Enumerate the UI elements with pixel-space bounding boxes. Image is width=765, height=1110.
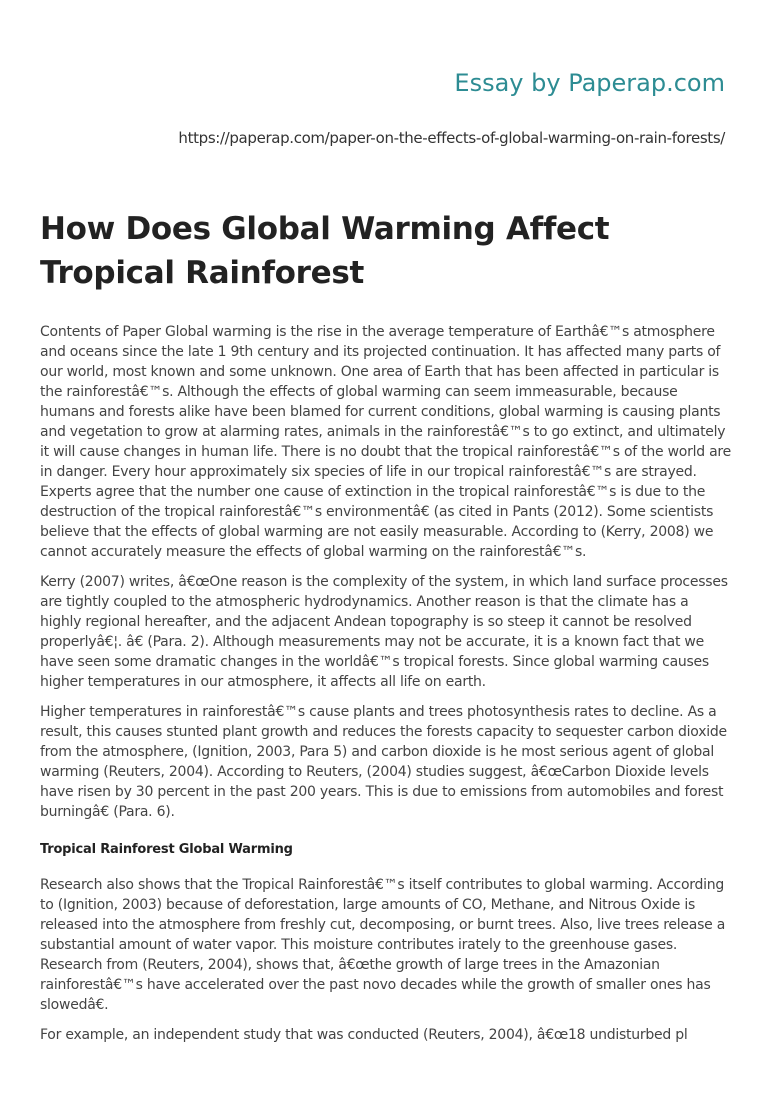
source-url[interactable]: https://paperap.com/paper-on-the-effects-of-global-warming-on-rain-forests/ [178,129,725,147]
essay-body [40,322,732,1055]
essay-paragraph-3: Higher temperatures in rainforestâ€™s cause plants and trees photosynthesis rates to decline. As a result, this causes stunted plant growth and reduces the forests capacity to sequester carbon dioxide from the atmosphere, (Ignition, 2003, Para 5) and carbon dioxide is he most serious agent of global warming (Reuters, 2004). According to Reuters, (2004) studies suggest, â€œCarbon Dioxide levels have risen by 30 percent in the past 200 years. This is due to emissions from automobiles and forest burningâ€ (Para. 6). [40,704,727,820]
essay-paragraph-5: For example, an independent study that was conducted (Reuters, 2004), â€œ18 undisturbed pl [40,1027,688,1043]
site-brand[interactable]: Essay by Paperap.com [454,69,725,97]
essay-paragraph-2: Kerry (2007) writes, â€œOne reason is the complexity of the system, in which land surface processes are tightly coupled to the atmospheric hydrodynamics. Another reason is that the climate has a highly regional hereafter, and the adjacent Andean topography is so steep it cannot be resolved properlyâ€¦. â€ (Para. 2). Although measurements may not be accurate, it is a known fact that we have seen some dramatic changes in the worldâ€™s tropical forests. Since global warming causes higher temperatures in our atmosphere, it affects all life on earth. [40,574,728,690]
essay-paragraph-4: Research also shows that the Tropical Rainforestâ€™s itself contributes to global warming. According to (Ignition, 2003) because of deforestation, large amounts of CO, Methane, and Nitrous Oxide is released into the atmosphere from freshly cut, decomposing, or burnt trees. Also, live trees release a substantial amount of water vapor. This moisture contributes irately to the greenhouse gases. Research from (Reuters, 2004), shows that, â€œthe growth of large trees in the Amazonian rainforestâ€™s have accelerated over the past novo decades while the growth of smaller ones has slowedâ€. [40,877,726,1013]
section-subheading: Tropical Rainforest Global Warming [40,842,293,857]
page-title: How Does Global Warming Affect Tropical Rainforest [40,211,610,291]
essay-paragraph-1: Contents of Paper Global warming is the rise in the average temperature of Earthâ€™s atmosphere and oceans since the late 1 9th century and its projected continuation. It has affected many parts of our world, most known and some unknown. One area of Earth that has been affected in particular is the rainforestâ€™s. Although the effects of global warming can seem immeasurable, because humans and forests alike have been blamed for current conditions, global warming is causing plants and vegetation to grow at alarming rates, animals in the rainforestâ€™s to go extinct, and ultimately it will cause changes in human life. There is no doubt that the tropical rainforestâ€™s of the world are in danger. Every hour approximately six species of life in our tropical rainforestâ€™s are strayed. Experts agree that the number one cause of extinction in the tropical rainforestâ€™s is due to the destruction of the tropical rainforestâ€™s environmentâ€ (as cited in Pants (2012). Some scientists believe that the effects of global warming are not easily measurable. According to (Kerry, 2008) we cannot accurately measure the effects of global warming on the rainforestâ€™s. [40,324,731,560]
